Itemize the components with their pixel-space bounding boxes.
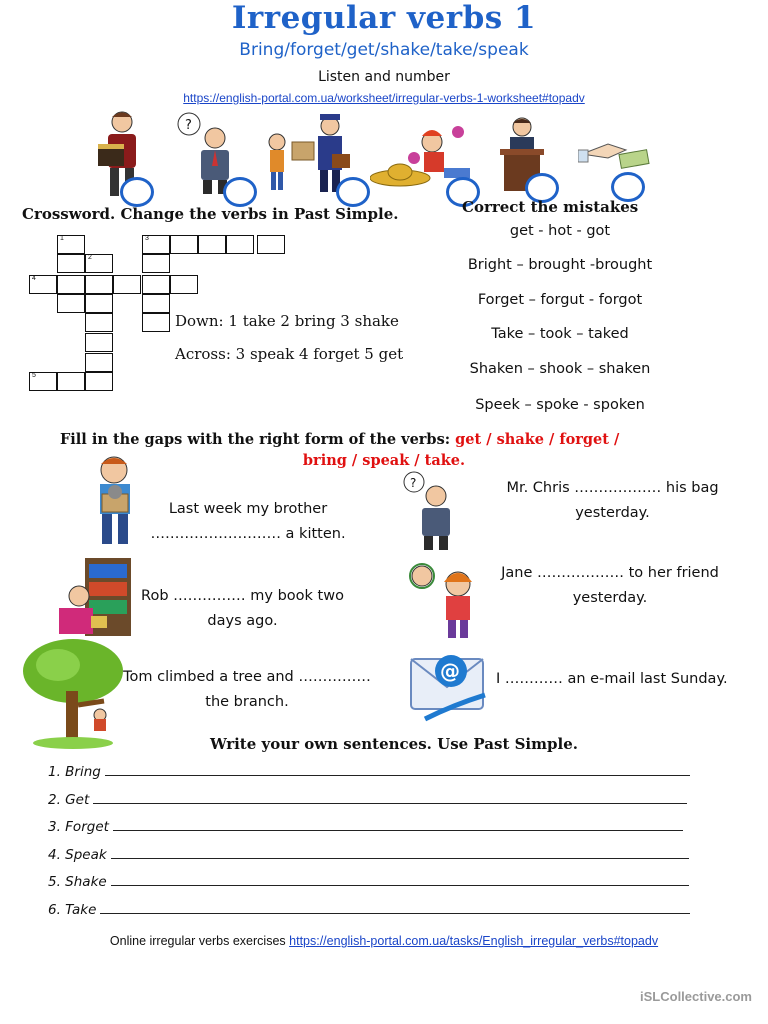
crossword-cell[interactable] bbox=[85, 275, 113, 294]
mistake-item: Take – took – taked bbox=[491, 326, 629, 342]
crossword-cell[interactable] bbox=[257, 235, 285, 254]
handshake-money-illustration bbox=[578, 128, 653, 173]
man-bookshelf-illustration bbox=[55, 556, 135, 638]
writing-line[interactable] bbox=[105, 765, 690, 776]
crossword-cell[interactable] bbox=[142, 254, 170, 273]
crossword-cell[interactable]: 2 bbox=[85, 254, 113, 273]
svg-text:?: ? bbox=[185, 118, 192, 133]
mistake-item: Forget – forgut - forgot bbox=[477, 292, 643, 308]
listen-instruction: Listen and number bbox=[318, 69, 450, 85]
crossword-cell[interactable] bbox=[85, 372, 113, 391]
svg-text:?: ? bbox=[410, 476, 417, 490]
mistake-item: Shaken – shook – shaken bbox=[469, 361, 651, 377]
crossword-cell[interactable] bbox=[57, 275, 85, 294]
writing-line[interactable] bbox=[111, 848, 689, 859]
crossword-cell[interactable] bbox=[113, 275, 141, 294]
crossword-cell[interactable]: 3 bbox=[142, 235, 170, 254]
mistakes-heading: Correct the mistakes bbox=[462, 198, 639, 216]
gap-sentence-1: Last week my brother ……………………… a kitten. bbox=[150, 501, 346, 542]
crossword-cell[interactable] bbox=[57, 254, 85, 273]
crossword-cell[interactable] bbox=[57, 294, 85, 313]
own-sentence-row-3: 3. Forget bbox=[48, 819, 683, 835]
footer-text: Online irregular verbs exercises bbox=[109, 934, 286, 948]
page-subtitle: Bring/forget/get/shake/take/speak bbox=[239, 40, 529, 60]
worksheet-link[interactable]: https://english-portal.com.ua/worksheet/irregular-verbs-1-worksheet#topadv bbox=[183, 91, 585, 105]
crossword-cell[interactable] bbox=[142, 275, 170, 294]
crossword-cell[interactable] bbox=[142, 313, 170, 332]
worksheet-link-wrap bbox=[0, 87, 768, 106]
gap-sentence-4: Jane ……………… to her friend yesterday. bbox=[501, 565, 719, 606]
girl-on-phone-illustration bbox=[408, 560, 490, 642]
gap-sentence-2: Mr. Chris ……………… his bag yesterday. bbox=[506, 480, 719, 521]
gaps-heading-verbs: bring / speak / take. bbox=[302, 452, 466, 469]
crossword-cell[interactable] bbox=[170, 235, 198, 254]
crossword-cell[interactable]: 4 bbox=[29, 275, 57, 294]
crossword-across-clue: Across: 3 speak 4 forget 5 get bbox=[175, 345, 404, 363]
gap-sentence-5: Tom climbed a tree and …………… the branch. bbox=[123, 669, 371, 710]
crossword-cell[interactable] bbox=[226, 235, 254, 254]
page-title: Irregular verbs 1 bbox=[231, 0, 537, 36]
gaps-heading: Fill in the gaps with the right form of the verbs: get / shake / forget / bbox=[60, 431, 620, 448]
mistake-item: Bright – brought -brought bbox=[467, 257, 653, 273]
confused-man-illustration-2 bbox=[402, 470, 462, 552]
crossword-down-clue: Down: 1 take 2 bring 3 shake bbox=[175, 312, 399, 330]
crossword-cell[interactable] bbox=[170, 275, 198, 294]
writing-line[interactable] bbox=[111, 875, 689, 886]
crossword-cell[interactable] bbox=[85, 294, 113, 313]
brand-watermark: iSLCollective.com bbox=[640, 989, 752, 1004]
writing-line[interactable] bbox=[113, 820, 683, 831]
footer bbox=[0, 934, 768, 948]
writing-line[interactable] bbox=[100, 903, 690, 914]
writing-line[interactable] bbox=[93, 793, 687, 804]
answer-circle-3[interactable] bbox=[336, 177, 370, 207]
mistake-item: get - hot - got bbox=[509, 223, 611, 239]
email-envelope-icon bbox=[405, 645, 493, 723]
crossword-cell[interactable] bbox=[85, 313, 113, 332]
mistake-item: Speek – spoke - spoken bbox=[475, 397, 645, 413]
crossword-cell[interactable] bbox=[85, 353, 113, 372]
own-sentence-row-2: 2. Get bbox=[48, 792, 687, 808]
footer-link[interactable]: https://english-portal.com.ua/tasks/English_irregular_verbs#topadv bbox=[289, 934, 659, 948]
own-sentence-row-1: 1. Bring bbox=[48, 764, 690, 780]
svg-text:@: @ bbox=[440, 659, 460, 683]
own-sentence-row-5: 5. Shake bbox=[48, 874, 689, 890]
crossword-cell[interactable]: 5 bbox=[29, 372, 57, 391]
gap-sentence-6[interactable]: I ………… an e-mail last Sunday. bbox=[496, 671, 728, 687]
crossword-cell[interactable] bbox=[85, 333, 113, 352]
own-heading: Write your own sentences. Use Past Simple. bbox=[210, 735, 578, 753]
gap-sentence-3: Rob …………… my book two days ago. bbox=[141, 588, 344, 629]
crossword-cell[interactable] bbox=[142, 294, 170, 313]
crossword-cell[interactable]: 1 bbox=[57, 235, 85, 254]
answer-circle-2[interactable] bbox=[223, 177, 257, 207]
crossword-cell[interactable] bbox=[198, 235, 226, 254]
crossword-cell[interactable] bbox=[57, 372, 85, 391]
answer-circle-1[interactable] bbox=[120, 177, 154, 207]
crossword-heading: Crossword. Change the verbs in Past Simple. bbox=[22, 205, 399, 223]
own-sentence-row-4: 4. Speak bbox=[48, 847, 689, 863]
own-sentence-row-6: 6. Take bbox=[48, 902, 690, 918]
boy-with-kitten-illustration bbox=[88, 452, 143, 547]
